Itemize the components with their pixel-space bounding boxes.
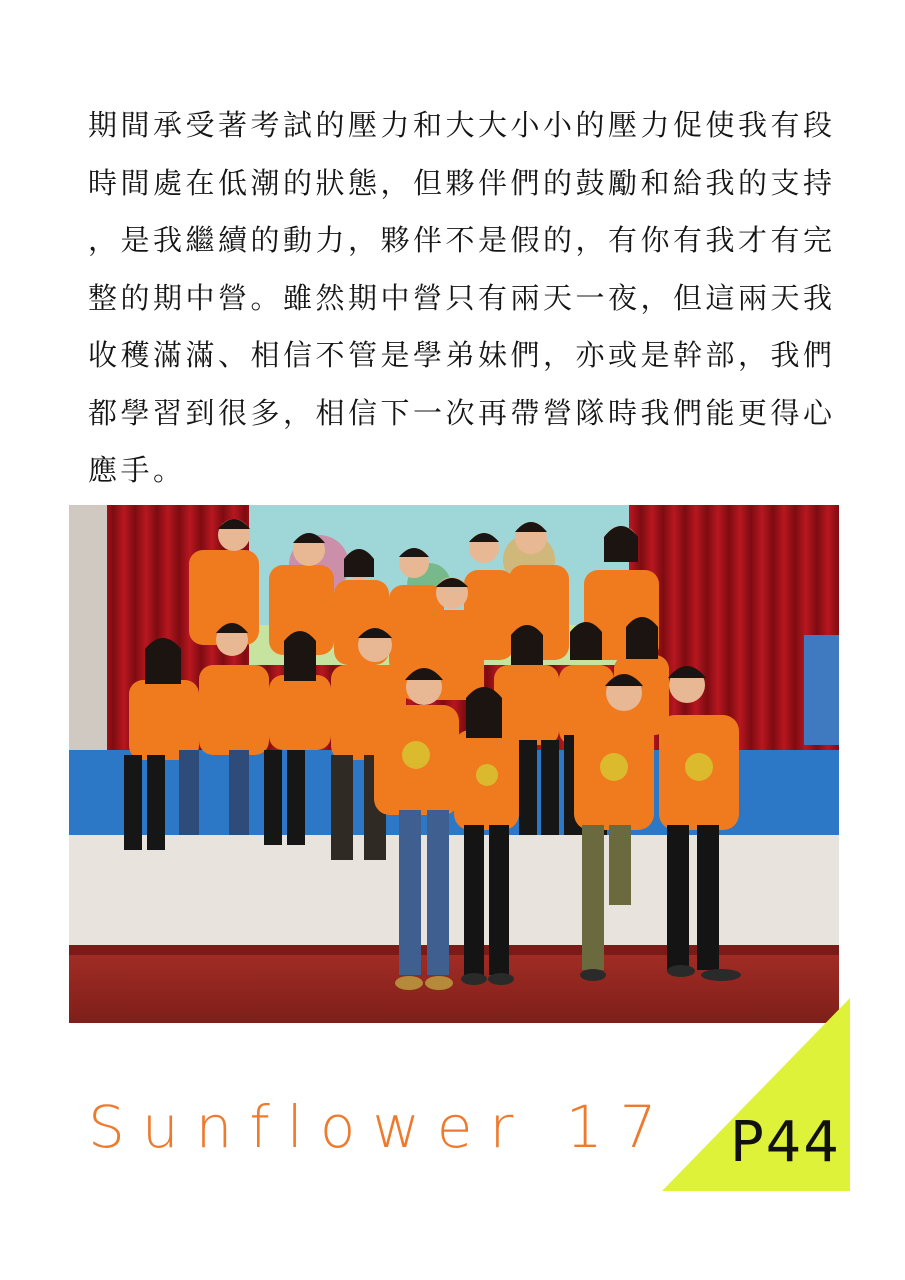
body-line: 時間處在低潮的狀態，但夥伴們的鼓勵和給我的支持 bbox=[88, 165, 836, 200]
left-wall bbox=[69, 505, 107, 775]
body-line: 都學習到很多，相信下一次再帶營隊時我們能更得心 bbox=[88, 395, 836, 430]
page-number: P44 bbox=[730, 1110, 842, 1175]
body-line: 應手。 bbox=[88, 453, 186, 487]
body-paragraph bbox=[88, 97, 838, 500]
body-line: 收穫滿滿、相信不管是學弟妹們，亦或是幹部，我們 bbox=[88, 338, 836, 372]
body-line: ，是我繼續的動力，夥伴不是假的，有你有我才有完 bbox=[88, 223, 836, 257]
body-line: 整的期中營。雖然期中營只有兩天一夜，但這兩天我 bbox=[88, 280, 836, 315]
stage-front-wall bbox=[69, 835, 839, 955]
footer-title: Sunflower 17 bbox=[88, 1093, 674, 1161]
group-photo-illustration bbox=[69, 505, 839, 1023]
group-photo bbox=[69, 505, 839, 1023]
body-line: 期間承受著考試的壓力和大大小小的壓力促使我有段 bbox=[88, 108, 836, 142]
